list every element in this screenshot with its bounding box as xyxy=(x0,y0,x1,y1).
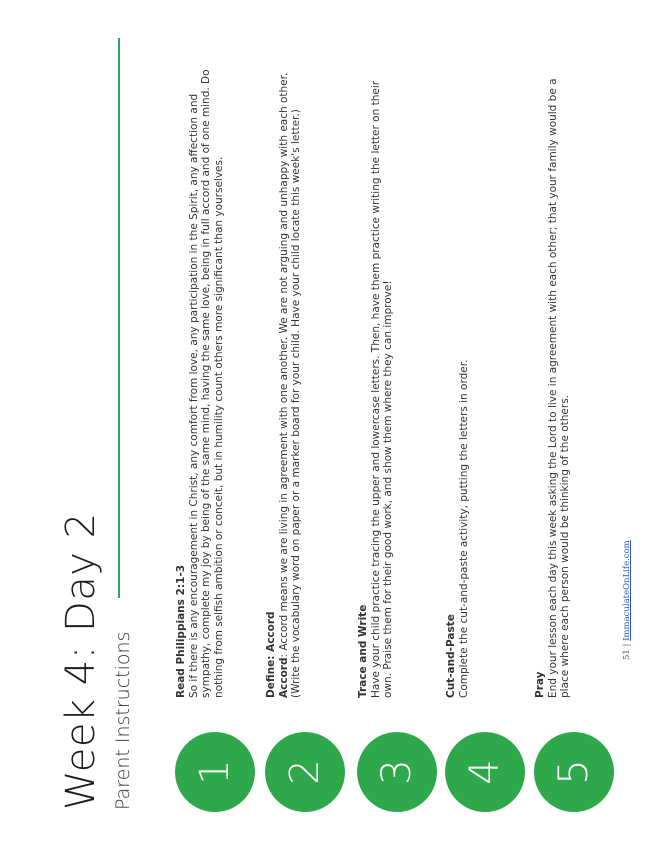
step-heading: Cut-and-Paste xyxy=(445,614,457,698)
footer-separator: | xyxy=(622,643,632,647)
step-text xyxy=(278,58,303,698)
page-subtitle: Parent Instructions xyxy=(112,631,134,810)
step-body xyxy=(265,58,303,698)
step-body xyxy=(357,58,395,698)
page-footer xyxy=(622,540,632,660)
vocab-term: Accord xyxy=(277,657,290,698)
step-heading: Trace and Write xyxy=(357,604,369,698)
step-number-badge: 3 xyxy=(357,732,437,812)
step-text: Complete the cut-and-paste activity, putting the letters in order. xyxy=(457,359,470,698)
step-number-badge: 5 xyxy=(534,732,614,812)
step-body xyxy=(445,58,470,698)
step-body xyxy=(534,58,572,698)
step-text: Have your child practice tracing the upper and lowercase letters. Then, have them practice writing the letter on their own. Praise them for their good work, and show them where they can improve! xyxy=(369,80,394,698)
step-number-badge: 2 xyxy=(265,732,345,812)
vocab-definition: : Accord means we are living in agreement with one another. We are not arguing and unhappy with each other. (Write the vocabulary word on paper or a marker board for your child. Have your child locate this week's letter.) xyxy=(277,72,302,698)
step-text: So if there is any encouragement in Christ, any comfort from love, any participation in the Spirit, any affection and sympathy, complete my joy by being of the same mind, having the same love, being in full accord and of one mind. Do nothing from selfish ambition or conceit, but in humility count others more significant than yourselves. xyxy=(187,69,225,698)
page-number: 51 xyxy=(622,649,632,660)
step-body xyxy=(175,58,225,698)
title-divider xyxy=(118,38,120,598)
step-number-badge: 4 xyxy=(445,732,525,812)
step-number-badge: 1 xyxy=(175,732,255,812)
step-heading: Define: Accord xyxy=(265,611,277,698)
step-heading: Pray xyxy=(534,671,546,698)
step-heading: Read Philippians 2:1-3 xyxy=(175,564,187,698)
site-link[interactable]: ImmaculateOnLife.com xyxy=(622,540,632,641)
page-title: Week 4: Day 2 xyxy=(58,512,104,810)
step-text: End your lesson each day this week asking the Lord to live in agreement with each other; that your family would be a place where each person would be thinking of the others. xyxy=(546,78,571,698)
